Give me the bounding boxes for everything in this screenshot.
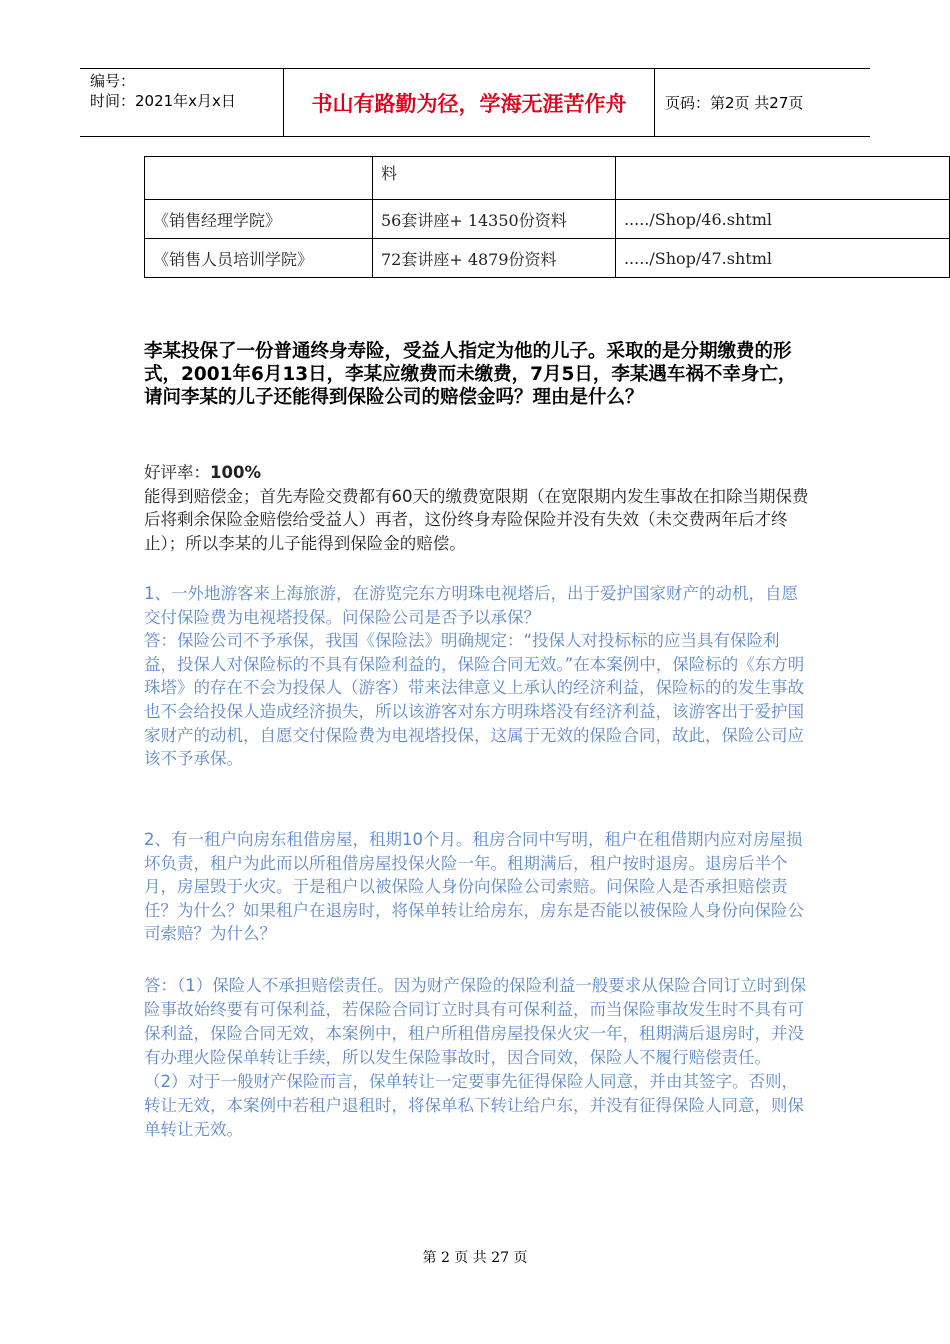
table-cell (145, 157, 373, 200)
rating-value: 100% (210, 463, 261, 482)
page-footer: 第 2 页 共 27 页 (422, 1250, 528, 1266)
table-cell: 72套讲座+ 4879份资料 (372, 239, 615, 278)
case-1-question: 1、一外地游客来上海旅游，在游览完东方明珠电视塔后，出于爱护国家财产的动机，自愿交付保险费为电视塔投保。问保险公司是否予以承保？ (144, 584, 798, 627)
header-meta (80, 69, 283, 136)
resource-table (144, 156, 950, 278)
table-cell: 料 (372, 157, 615, 200)
number-label: 编号： (90, 72, 136, 90)
table-cell-link[interactable]: ...../Shop/46.shtml (615, 200, 949, 239)
page-header (80, 68, 870, 137)
table-cell: 《销售经理学院》 (145, 200, 373, 239)
rating-label: 好评率： (144, 463, 210, 482)
case-2-question: 2、有一租户向房东租借房屋，租期10个月。租房合同中写明，租户在租借期内应对房屋损坏负责，租户为此而以所租借房屋投保火险一年。租期满后，租户按时退房。退房后半个月，房屋毁于火灾。于是租户以被保险人身份向保险公司索赔。问保险人是否承担赔偿责任？为什么？如果租户在退房时，将保单转让给房东，房东是否能以被保险人身份向保险公司索赔？为什么？ (144, 830, 804, 944)
table-cell-link[interactable]: ...../Shop/47.shtml (615, 239, 949, 278)
table-cell: 56套讲座+ 14350份资料 (372, 200, 615, 239)
answer-text: 能得到赔偿金；首先寿险交费都有60天的缴费宽限期（在宽限期内发生事故在扣除当期保费后将剩余保险金赔偿给受益人）再者，这份终身寿险保险并没有失效（未交费两年后才终止）；所以李某的儿子能得到保险金的赔偿。 (144, 486, 809, 553)
table-cell: 《销售人员培训学院》 (145, 239, 373, 278)
main-answer (144, 461, 809, 555)
case-2-answer-part-2: （2）对于一般财产保险而言，保单转让一定要事先征得保险人同意，并由其签字。否则，转让无效，本案例中若租户退租时，将保单私下转让给户东，并没有征得保险人同意，则保单转让无效。 (144, 1072, 804, 1139)
motto: 书山有路勤为径，学海无涯苦作舟 (283, 69, 655, 136)
rating (144, 461, 809, 485)
page-info: 页码：第2页 共27页 (665, 94, 804, 112)
table-cell (615, 157, 949, 200)
table-row (145, 239, 950, 278)
case-1 (144, 582, 809, 771)
time-label: 时间：2021年x月x日 (90, 92, 236, 110)
main-question: 李某投保了一份普通终身寿险，受益人指定为他的儿子。采取的是分期缴费的形式，2001年6月13日，李某应缴费而未缴费，7月5日，李某遇车祸不幸身亡，请问李某的儿子还能得到保险公司的赔偿金吗？理由是什么？ (144, 341, 797, 408)
case-2-answer (144, 974, 809, 1142)
table-row (145, 200, 950, 239)
case-2-answer-part-1: 答：（1）保险人不承担赔偿责任。因为财产保险的保险利益一般要求从保险合同订立时到保险事故始终要有可保利益，若保险合同订立时具有可保利益，而当保险事故发生时不具有可保利益，保险合同无效，本案例中，租户所租借房屋投保火灾一年，租期满后退房时，并没有办理火险保单转让手续，所以发生保险事故时，因合同效，保险人不履行赔偿责任。 (144, 976, 807, 1067)
table-row (145, 157, 950, 200)
case-1-answer: 答：保险公司不予承保，我国《保险法》明确规定：“投保人对投标标的应当具有保险利益，投保人对保险标的不具有保险利益的，保险合同无效。”在本案例中，保险标的《东方明珠塔》的存在不会为投保人（游客）带来法律意义上承认的经济利益，保险标的的发生事故也不会给投保人造成经济损失，所以该游客对东方明珠塔没有经济利益，该游客出于爱护国家财产的动机，自愿交付保险费为电视塔投保，这属于无效的保险合同，故此，保险公司应该不予承保。 (144, 631, 805, 769)
